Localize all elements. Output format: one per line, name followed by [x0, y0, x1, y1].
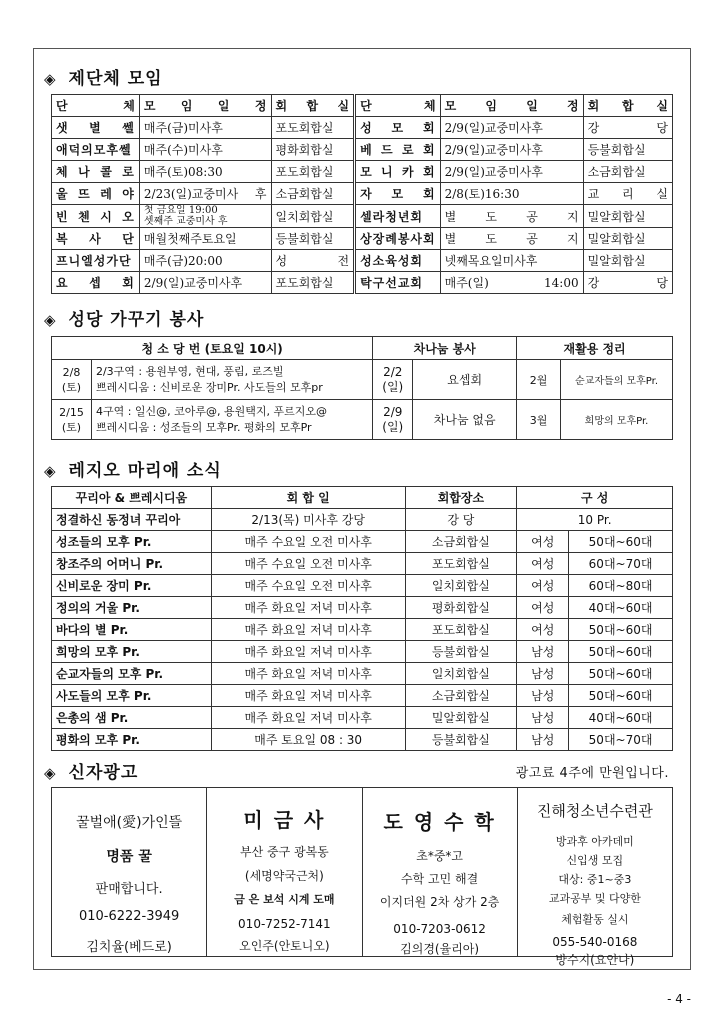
ad-fee-note: 광고료 4주에 만원입니다.	[515, 766, 669, 781]
group-name: 베 드 로 회	[355, 139, 441, 161]
legio-row	[52, 729, 673, 751]
groups-header: 모 임 일 정	[139, 95, 271, 117]
groups-row	[52, 272, 673, 294]
presidium-name: 정의의 거울 Pr.	[52, 597, 212, 619]
presidium-age: 50대~70대	[569, 729, 673, 751]
group-schedule: 매주(금)20:00	[139, 250, 271, 272]
ad-contact: 김의경(율리아)	[400, 942, 480, 956]
presidium-name: 신비로운 장미 Pr.	[52, 575, 212, 597]
legio-row	[52, 619, 673, 641]
presidium-meeting: 매주 화요일 저녁 미사후	[211, 619, 405, 641]
ad-contact: 오인주(안토니오)	[239, 939, 330, 953]
group-room: 포도회합실	[271, 272, 355, 294]
groups-row	[52, 205, 673, 228]
presidium-name: 은총의 샘 Pr.	[52, 707, 212, 729]
ad-title: 미 금 사	[243, 808, 326, 832]
presidium-gender: 여성	[517, 597, 569, 619]
group-schedule: 2/8(토)16:30	[440, 183, 583, 205]
ad-line: 초*중*고	[416, 849, 464, 863]
groups-header: 모 임 일 정	[440, 95, 583, 117]
ad-line: 체험활동 실시	[561, 913, 629, 926]
presidium-name: 성조들의 모후 Pr.	[52, 531, 212, 553]
ad-line: (세명약국근처)	[244, 869, 324, 883]
group-room: 성 전	[271, 250, 355, 272]
ad-phone: 010-6222-3949	[78, 909, 180, 924]
legio-row	[52, 641, 673, 663]
ad-line: 교과공부 및 다양한	[548, 892, 641, 905]
presidium-meeting: 매주 화요일 저녁 미사후	[211, 707, 405, 729]
group-room: 밀알회합실	[583, 250, 672, 272]
ad-title: 진해청소년수련관	[536, 802, 653, 820]
group-room: 등불회합실	[271, 228, 355, 250]
presidium-place: 평화회합실	[405, 597, 517, 619]
group-room: 교 리 실	[583, 183, 672, 205]
recycle-month: 2월	[517, 360, 561, 400]
group-room: 등불회합실	[583, 139, 672, 161]
legio-row	[52, 553, 673, 575]
group-room: 밀알회합실	[583, 228, 672, 250]
legio-row	[52, 531, 673, 553]
presidium-name: 희망의 모후 Pr.	[52, 641, 212, 663]
group-schedule: 2/9(일)교중미사후	[139, 272, 271, 294]
ad-line: 이지더원 2차 상가 2층	[379, 895, 500, 909]
groups-row	[52, 139, 673, 161]
groups-header: 단 체	[355, 95, 441, 117]
presidium-place: 밀알회합실	[405, 707, 517, 729]
group-schedule: 2/9(일)교중미사후	[440, 161, 583, 183]
presidium-place: 포도회합실	[405, 553, 517, 575]
legio-header: 회합장소	[405, 487, 517, 509]
presidium-age: 60대~70대	[569, 553, 673, 575]
group-room: 강 당	[583, 117, 672, 139]
groups-header: 단 체	[52, 95, 140, 117]
ad-migeumsa	[207, 788, 362, 956]
page-number: - 4 -	[667, 992, 691, 1006]
ad-line: 명품 꿀	[106, 849, 152, 865]
groups-header: 회 합 실	[583, 95, 672, 117]
presidium-meeting: 매주 화요일 저녁 미사후	[211, 685, 405, 707]
presidium-place: 소금회합실	[405, 685, 517, 707]
group-schedule: 매월첫째주토요일	[139, 228, 271, 250]
ad-title: 꿀벌애(愛)가인뜰	[76, 815, 183, 831]
group-room: 평화회합실	[271, 139, 355, 161]
presidium-meeting: 매주 화요일 저녁 미사후	[211, 641, 405, 663]
group-schedule: 2/9(일)교중미사후	[440, 117, 583, 139]
group-name: 울 뜨 레 야	[52, 183, 140, 205]
group-name: 성소육성회	[355, 250, 441, 272]
group-name: 셀라청년회	[355, 205, 441, 228]
group-name: 체 나 콜 로	[52, 161, 140, 183]
group-schedule: 매주(토)08:30	[139, 161, 271, 183]
ad-line: 대상: 중1~중3	[558, 873, 632, 886]
group-schedule: 넷째목요일미사후	[440, 250, 583, 272]
recycle-header: 재활용 정리	[517, 337, 673, 360]
group-room: 강 당	[583, 272, 672, 294]
presidium-age: 50대~60대	[569, 685, 673, 707]
groups-row	[52, 228, 673, 250]
section-title-groups: ◈ 제단체 모임	[44, 69, 163, 89]
presidium-gender: 여성	[517, 553, 569, 575]
ad-title: 도 영 수 학	[383, 810, 496, 834]
tea-date: 2/9 (일)	[373, 400, 413, 440]
presidium-place: 일치회합실	[405, 575, 517, 597]
presidium-gender: 남성	[517, 729, 569, 751]
ad-contact: 방수지(요안나)	[555, 953, 635, 967]
presidium-name: 사도들의 모후 Pr.	[52, 685, 212, 707]
group-room: 포도회합실	[271, 117, 355, 139]
legio-table	[51, 486, 673, 751]
group-name: 빈 첸 시 오	[52, 205, 140, 228]
group-schedule: 첫 금요일 19:00 셋째주 교중미사 후	[139, 205, 271, 228]
legio-header: 구 성	[517, 487, 673, 509]
presidium-gender: 여성	[517, 619, 569, 641]
group-room: 포도회합실	[271, 161, 355, 183]
presidium-place: 소금회합실	[405, 531, 517, 553]
group-schedule: 매주(일) 14:00	[440, 272, 583, 294]
tea-group: 요셉회	[413, 360, 517, 400]
recycle-month: 3월	[517, 400, 561, 440]
groups-row	[52, 250, 673, 272]
group-name: 샛 별 쎌	[52, 117, 140, 139]
group-schedule: 별 도 공 지	[440, 205, 583, 228]
presidium-meeting: 매주 수요일 오전 미사후	[211, 531, 405, 553]
curia-count: 10 Pr.	[517, 509, 673, 531]
legio-row	[52, 597, 673, 619]
legio-header: 꾸리아 & 쁘레시디움	[52, 487, 212, 509]
presidium-name: 평화의 모후 Pr.	[52, 729, 212, 751]
curia-place: 강 당	[405, 509, 517, 531]
curia-name: 정결하신 동정녀 꾸리아	[52, 509, 212, 531]
cleaning-assign: 4구역 : 일신@, 코아루@, 용원택지, 푸르지오@ 쁘레시디움 : 성조들의 모후Pr. 평화의 모후Pr	[91, 400, 372, 440]
ad-math	[363, 788, 518, 956]
cleaning-date: 2/15 (토)	[52, 400, 92, 440]
groups-row	[52, 117, 673, 139]
cleaning-date: 2/8 (토)	[52, 360, 92, 400]
decor-table	[51, 336, 673, 440]
group-room: 소금회합실	[271, 183, 355, 205]
presidium-age: 40대~60대	[569, 597, 673, 619]
legio-row	[52, 575, 673, 597]
group-name: 요 셉 회	[52, 272, 140, 294]
ads-box	[51, 787, 673, 967]
tea-group: 차나눔 없음	[413, 400, 517, 440]
ad-phone: 010-7203-0612	[393, 922, 486, 936]
cleaning-assign: 2/3구역 : 용원부영, 현대, 풍림, 로즈빌 쁘레시디움 : 신비로운 장미Pr. 사도들의 모후pr	[91, 360, 372, 400]
section-title-ads: ◈ 신자광고	[44, 763, 139, 783]
group-schedule: 2/23(일)교중미사 후	[139, 183, 271, 205]
groups-row	[52, 161, 673, 183]
tea-date: 2/2 (일)	[373, 360, 413, 400]
group-name: 상장례봉사회	[355, 228, 441, 250]
presidium-meeting: 매주 화요일 저녁 미사후	[211, 597, 405, 619]
presidium-gender: 남성	[517, 663, 569, 685]
group-name: 탁구선교회	[355, 272, 441, 294]
presidium-gender: 여성	[517, 531, 569, 553]
presidium-name: 바다의 별 Pr.	[52, 619, 212, 641]
group-name: 프니엘성가단	[52, 250, 140, 272]
ad-line: 수학 고민 해결	[401, 872, 479, 886]
legio-header: 회 합 일	[211, 487, 405, 509]
presidium-gender: 남성	[517, 641, 569, 663]
presidium-place: 포도회합실	[405, 619, 517, 641]
presidium-gender: 여성	[517, 575, 569, 597]
presidium-meeting: 매주 수요일 오전 미사후	[211, 553, 405, 575]
ad-contact: 김치율(베드로)	[86, 940, 172, 955]
ad-phone: 010-7252-7141	[238, 917, 331, 931]
groups-table	[51, 94, 673, 294]
presidium-age: 50대~60대	[569, 531, 673, 553]
section-title-decor: ◈ 성당 가꾸기 봉사	[44, 310, 205, 330]
group-name: 성 모 회	[355, 117, 441, 139]
ad-line: 신입생 모집	[566, 854, 624, 867]
presidium-age: 40대~60대	[569, 707, 673, 729]
presidium-place: 일치회합실	[405, 663, 517, 685]
group-name: 자 모 회	[355, 183, 441, 205]
tea-header: 차나눔 봉사	[373, 337, 517, 360]
legio-row	[52, 685, 673, 707]
legio-row	[52, 707, 673, 729]
ad-youth-center	[518, 788, 672, 967]
ad-line: 금 은 보석 시계 도매	[234, 893, 335, 906]
group-name: 애덕의모후쎌	[52, 139, 140, 161]
recycle-group: 순교자들의 모후Pr.	[561, 360, 673, 400]
presidium-meeting: 매주 토요일 08 : 30	[211, 729, 405, 751]
group-schedule: 매주(수)미사후	[139, 139, 271, 161]
presidium-age: 50대~60대	[569, 663, 673, 685]
ad-phone: 055-540-0168	[552, 935, 638, 949]
legio-row	[52, 663, 673, 685]
group-room: 밀알회합실	[583, 205, 672, 228]
ad-line: 판매합니다.	[95, 882, 163, 897]
cleaning-header: 청 소 당 번 (토요일 10시)	[52, 337, 373, 360]
presidium-gender: 남성	[517, 685, 569, 707]
presidium-meeting: 매주 수요일 오전 미사후	[211, 575, 405, 597]
presidium-meeting: 매주 화요일 저녁 미사후	[211, 663, 405, 685]
groups-header: 회 합 실	[271, 95, 355, 117]
curia-meeting: 2/13(목) 미사후 강당	[211, 509, 405, 531]
group-room: 소금회합실	[583, 161, 672, 183]
ad-line: 부산 중구 광복동	[239, 845, 329, 859]
ad-honey	[52, 788, 207, 956]
presidium-age: 50대~60대	[569, 619, 673, 641]
group-schedule: 매주(금)미사후	[139, 117, 271, 139]
presidium-name: 창조주의 어머니 Pr.	[52, 553, 212, 575]
ad-line: 방과후 아카데미	[555, 835, 634, 848]
groups-row	[52, 183, 673, 205]
presidium-age: 50대~60대	[569, 641, 673, 663]
presidium-age: 60대~80대	[569, 575, 673, 597]
group-name: 모 니 카 회	[355, 161, 441, 183]
recycle-group: 희망의 모후Pr.	[561, 400, 673, 440]
presidium-gender: 남성	[517, 707, 569, 729]
presidium-name: 순교자들의 모후 Pr.	[52, 663, 212, 685]
group-schedule: 별 도 공 지	[440, 228, 583, 250]
presidium-place: 등불회합실	[405, 729, 517, 751]
group-name: 복 사 단	[52, 228, 140, 250]
section-title-legio: ◈ 레지오 마리애 소식	[44, 461, 222, 481]
presidium-place: 등불회합실	[405, 641, 517, 663]
group-room: 일치회합실	[271, 205, 355, 228]
group-schedule: 2/9(일)교중미사후	[440, 139, 583, 161]
